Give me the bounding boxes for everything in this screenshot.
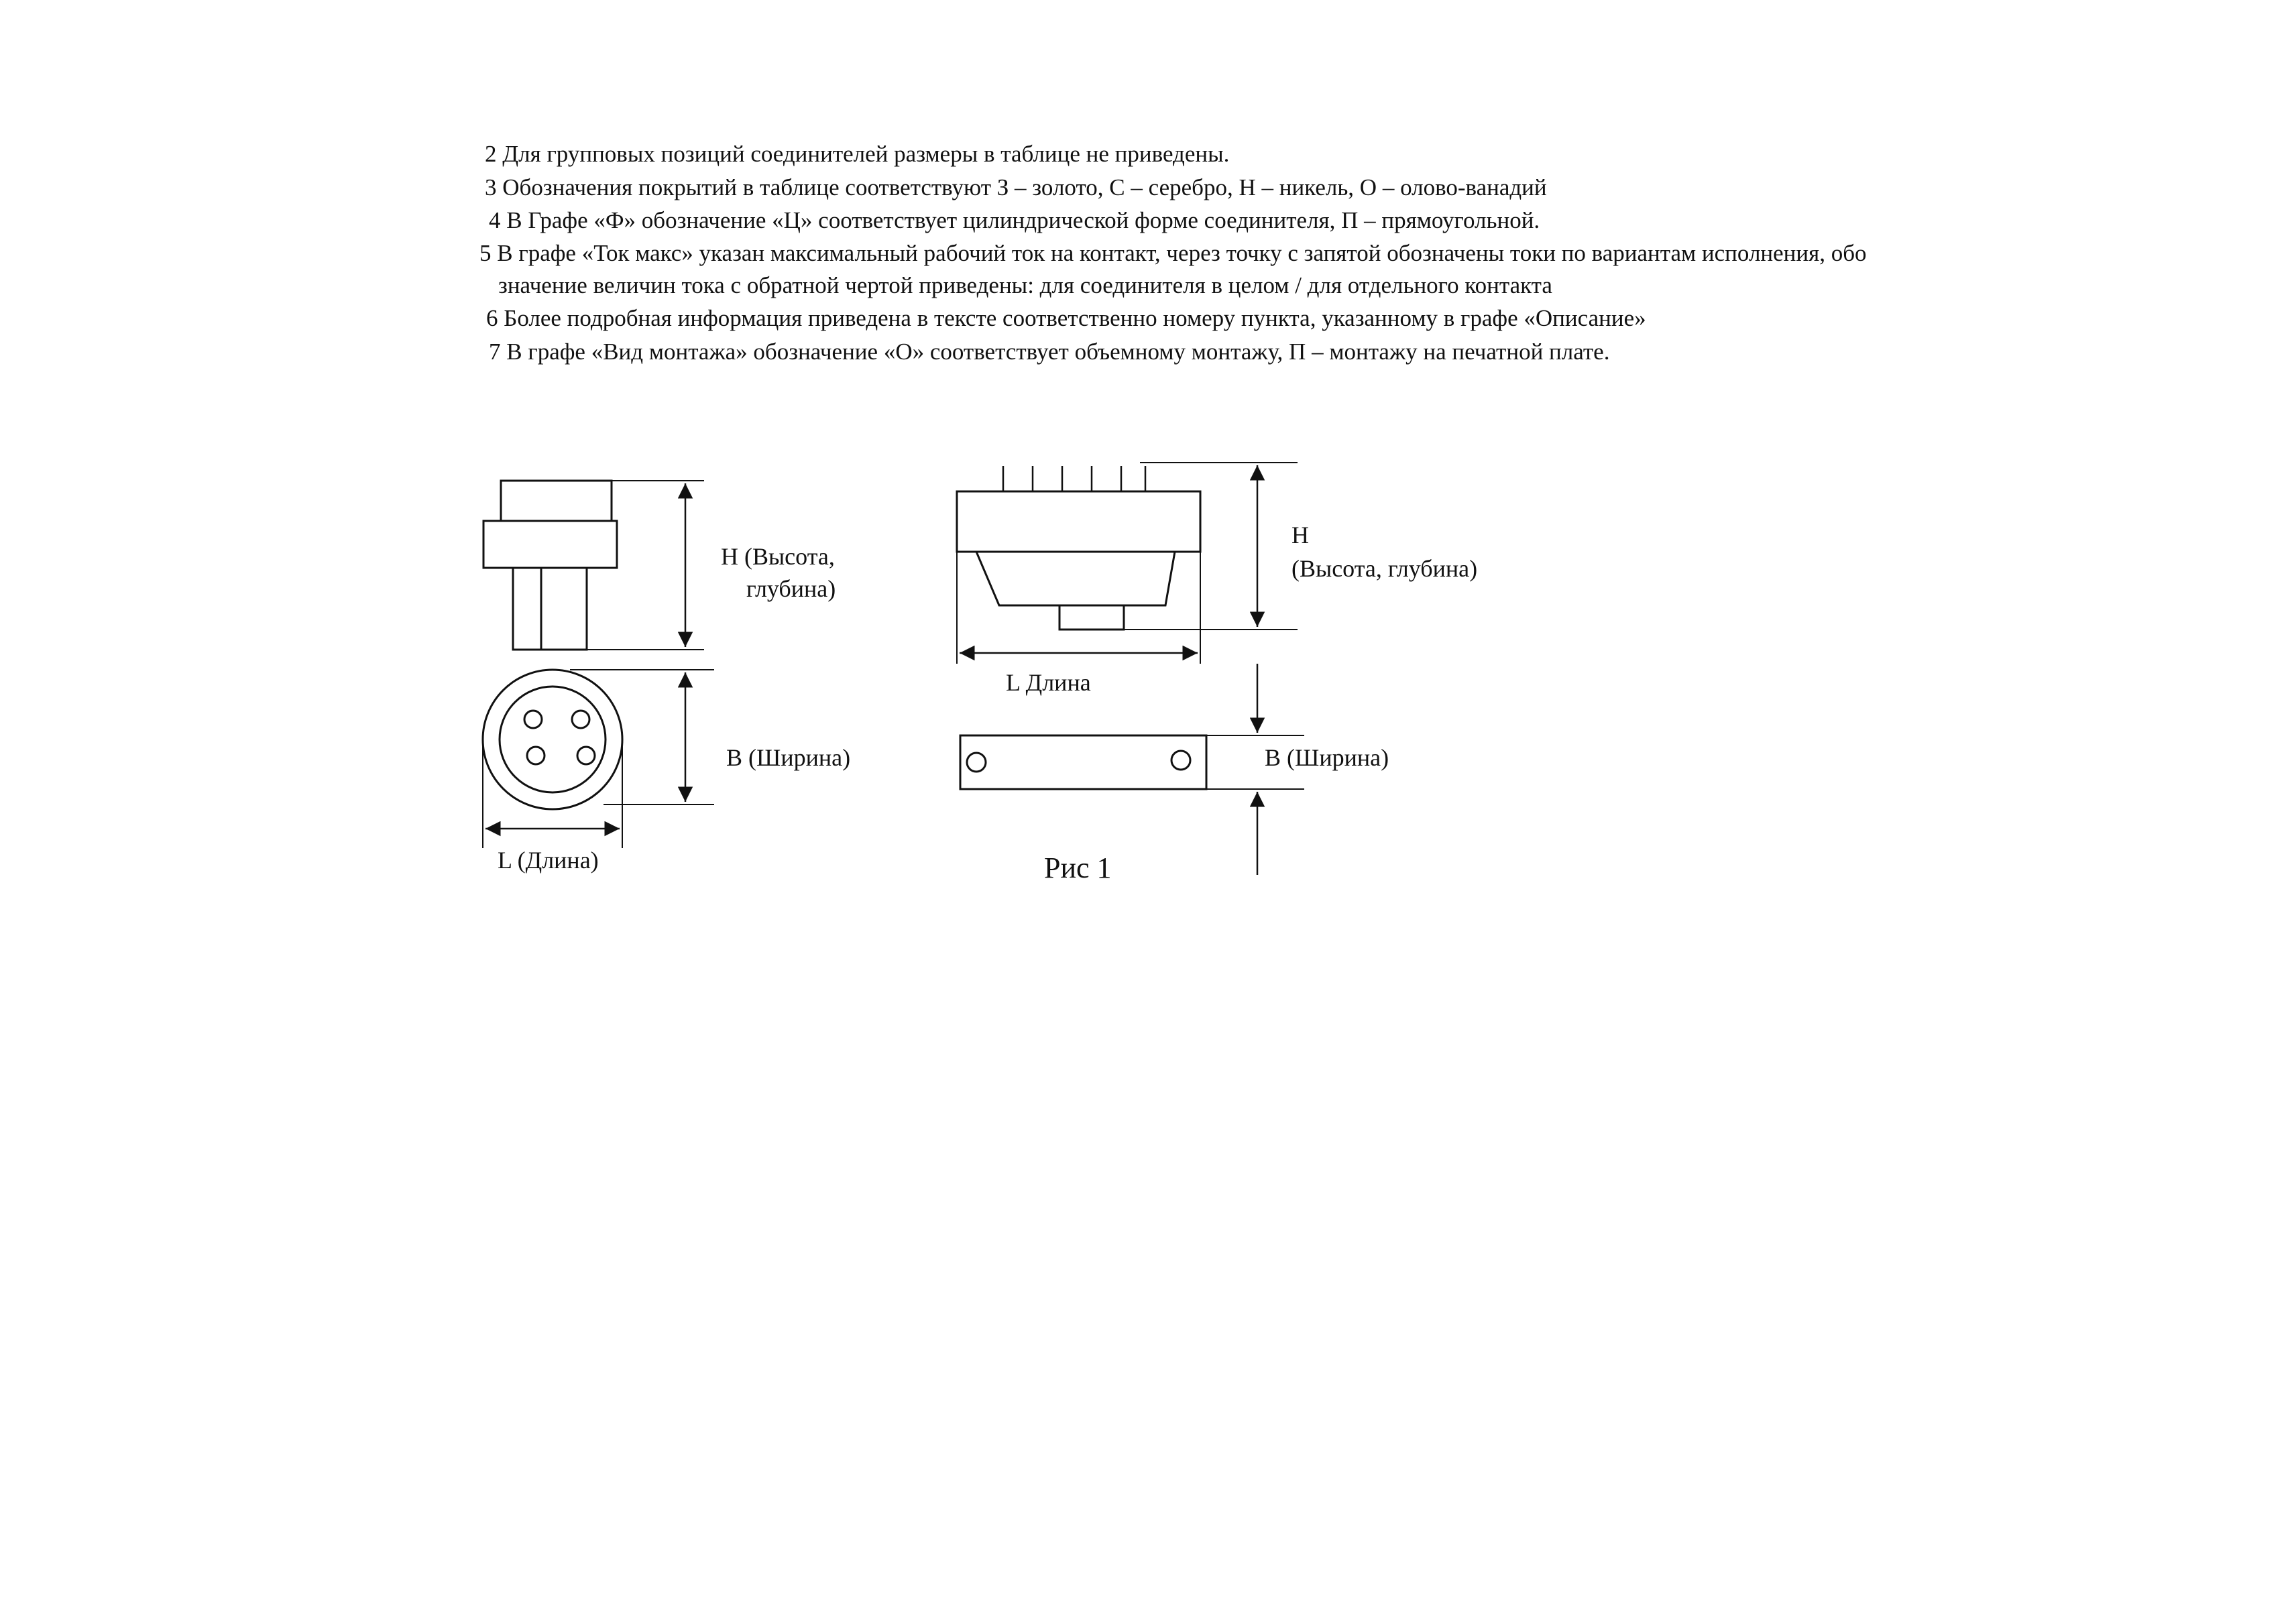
mounting-hole (1171, 751, 1190, 770)
cyl-height-label: H (Высота, (721, 543, 835, 570)
cyl-width-label: В (Ширина) (726, 744, 851, 771)
mounting-hole (967, 753, 986, 772)
rect-body (957, 491, 1200, 552)
cyl-length-label: L (Длина) (498, 847, 599, 874)
contact-pin (527, 747, 544, 764)
rectangular-side-view (957, 463, 1298, 664)
note-4: 4 В Графе «Ф» обозначение «Ц» соответствует цилиндрической форме соединителя, П – прямоугольной. (489, 207, 1540, 233)
contact-pin (577, 747, 595, 764)
cyl-top-cap (501, 481, 612, 521)
cyl-flange (483, 521, 617, 568)
note-2: 2 Для групповых позиций соединителей размеры в таблице не приведены. (485, 141, 1230, 167)
cylindrical-side-view (483, 481, 704, 650)
note-3: 3 Обозначения покрытий в таблице соответствуют З – золото, С – серебро, Н – никель, О – олово-ванадий (485, 174, 1547, 200)
note-5: 5 В графе «Ток макс» указан максимальный рабочий ток на контакт, через точку с запятой обозначены токи по вариантам исполнения, обо (479, 240, 1867, 266)
figure-caption: Рис 1 (1044, 851, 1112, 884)
cyl-outer-ring (483, 670, 622, 809)
contact-pin (524, 711, 542, 728)
rect-plate (960, 735, 1206, 789)
cyl-body (513, 568, 587, 650)
note-6: 6 Более подробная информация приведена в тексте соответственно номеру пункта, указанному в графе «Описание» (486, 305, 1646, 331)
cyl-height-label-continued: глубина) (746, 575, 836, 602)
rect-height-label-continued: (Высота, глубина) (1292, 555, 1478, 582)
cylindrical-front-view (483, 670, 714, 848)
rect-bottom-block (1059, 605, 1124, 630)
cyl-inner-ring (500, 687, 606, 792)
note-7: 7 В графе «Вид монтажа» обозначение «О» соответствует объемному монтажу, П – монтажу на печатной плате. (489, 339, 1610, 365)
contact-pin (572, 711, 589, 728)
rect-trapezoid (976, 552, 1175, 605)
rect-length-label: L Длина (1006, 669, 1091, 696)
rect-height-label: H (1292, 522, 1309, 548)
rect-width-label: В (Ширина) (1265, 744, 1389, 771)
note-5-continued: значение величин тока с обратной чертой приведены: для соединителя в целом / для отдельного контакта (498, 272, 1552, 298)
